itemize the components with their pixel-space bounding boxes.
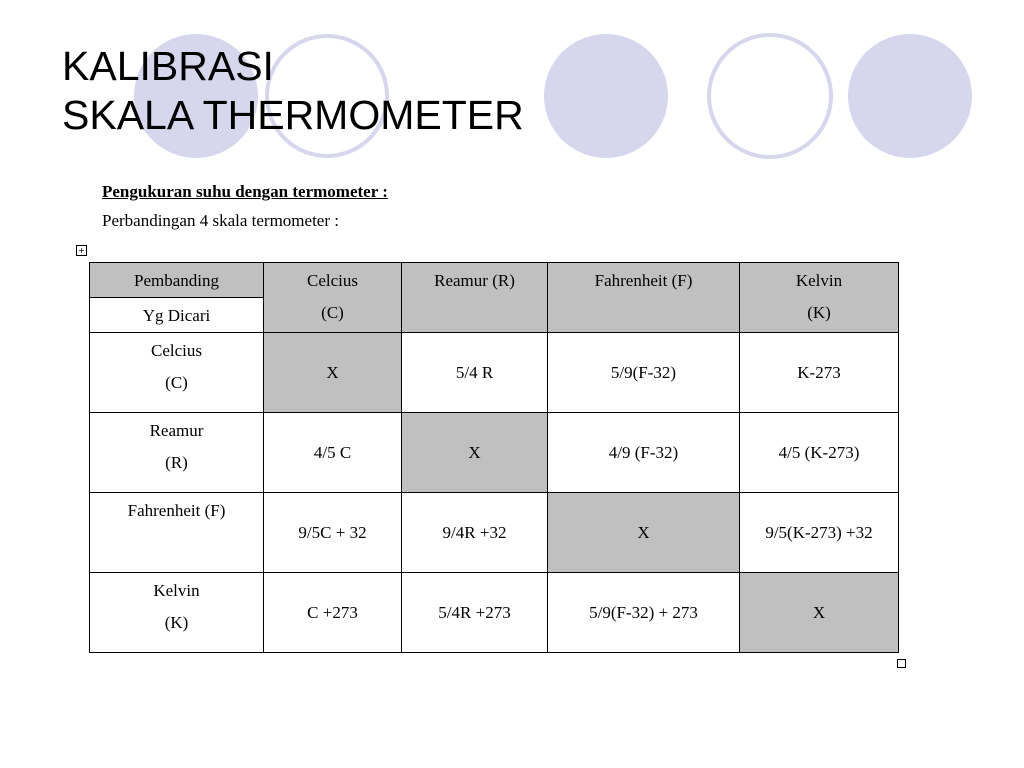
title-line-2: SKALA THERMOMETER xyxy=(62,92,524,138)
row-label-kelvin: Kelvin (K) xyxy=(90,573,264,653)
row-label-celcius: Celcius (C) xyxy=(90,333,264,413)
table-row-celcius xyxy=(90,333,899,413)
circle-4 xyxy=(709,35,831,157)
table-cell: X xyxy=(740,573,899,653)
table-cell: 4/5 (K-273) xyxy=(740,413,899,493)
circle-5 xyxy=(848,34,972,158)
table-cell: K-273 xyxy=(740,333,899,413)
circle-3 xyxy=(544,34,668,158)
table-row-reamur xyxy=(90,413,899,493)
row-label-reamur: Reamur (R) xyxy=(90,413,264,493)
column-header-reamur: Reamur (R) xyxy=(402,263,548,333)
document-heading: Pengukuran suhu dengan termometer : xyxy=(102,182,388,201)
document-subheading: Perbandingan 4 skala termometer : xyxy=(102,211,339,230)
table-header-row xyxy=(90,263,899,298)
column-header-celcius: Celcius (C) xyxy=(264,263,402,333)
table-move-handle-icon[interactable]: + xyxy=(76,245,87,256)
table-cell: 4/9 (F-32) xyxy=(548,413,740,493)
column-header-kelvin: Kelvin (K) xyxy=(740,263,899,333)
table-cell: 5/4R +273 xyxy=(402,573,548,653)
slide-title xyxy=(62,42,524,140)
corner-cell-bottom xyxy=(90,298,264,333)
table-cell: 9/4R +32 xyxy=(402,493,548,573)
table-cell: X xyxy=(548,493,740,573)
table-cell: 5/9(F-32) + 273 xyxy=(548,573,740,653)
title-line-1: KALIBRASI xyxy=(62,43,274,89)
table-cell: 5/4 R xyxy=(402,333,548,413)
table-cell: X xyxy=(402,413,548,493)
table-resize-handle-icon[interactable] xyxy=(897,659,906,668)
corner-cell-top xyxy=(90,263,264,298)
table-cell: 4/5 C xyxy=(264,413,402,493)
corner-label-bottom: Yg Dicari xyxy=(142,306,211,325)
table-cell: 9/5(K-273) +32 xyxy=(740,493,899,573)
table-cell: 5/9(F-32) xyxy=(548,333,740,413)
conversion-table xyxy=(89,262,899,653)
table-cell: X xyxy=(264,333,402,413)
table-row-fahrenheit xyxy=(90,493,899,573)
row-label-fahrenheit: Fahrenheit (F) xyxy=(90,493,264,573)
table-cell: C +273 xyxy=(264,573,402,653)
column-header-fahrenheit: Fahrenheit (F) xyxy=(548,263,740,333)
corner-label-top: Pembanding xyxy=(134,271,219,290)
table-cell: 9/5C + 32 xyxy=(264,493,402,573)
table-row-kelvin xyxy=(90,573,899,653)
